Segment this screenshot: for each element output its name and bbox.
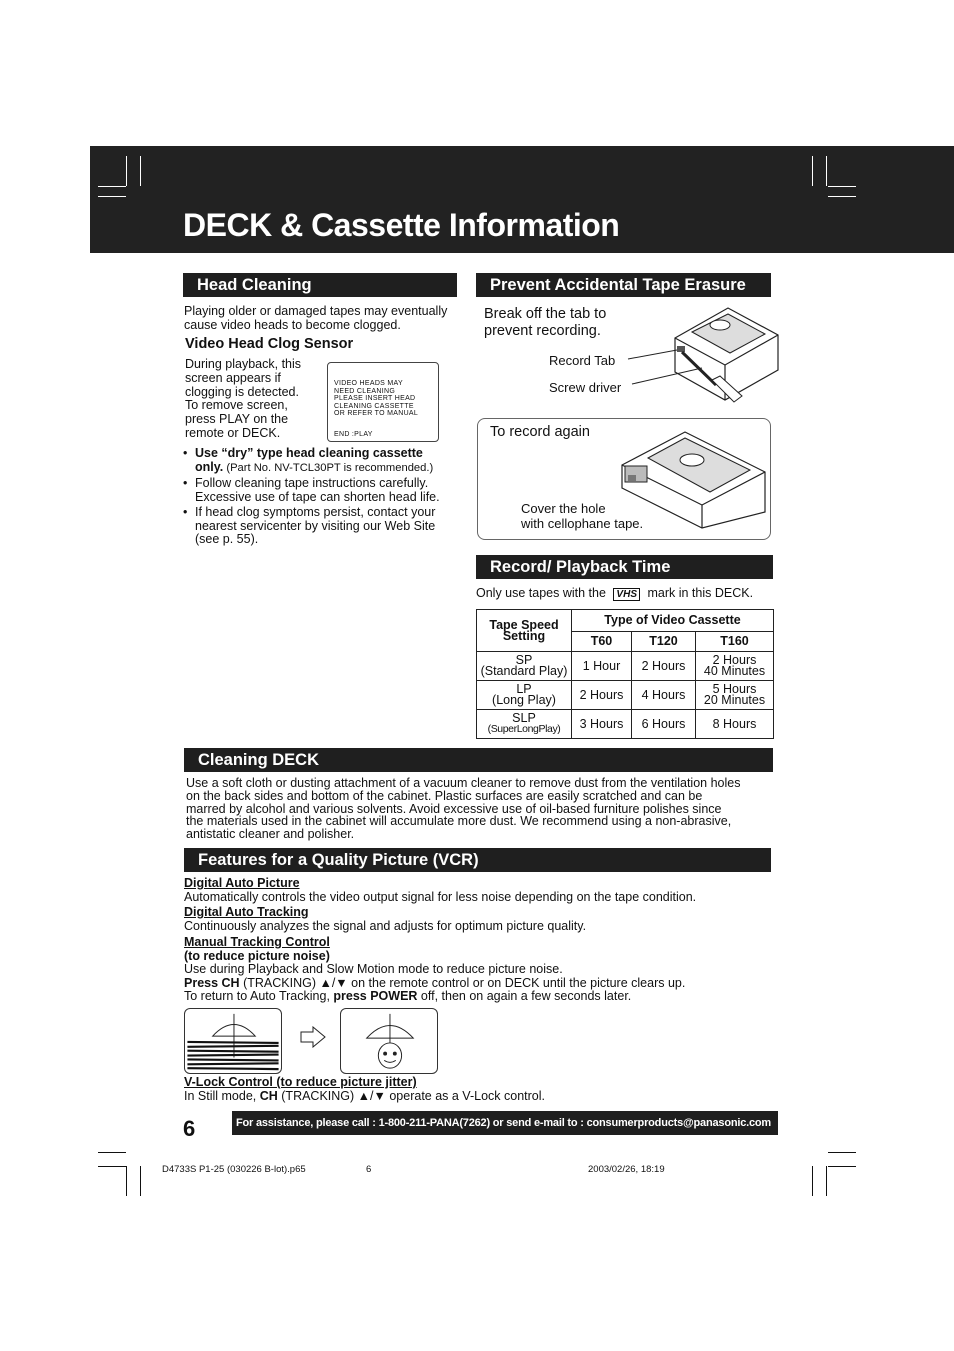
speed-header-line: Tape Speed	[489, 617, 559, 632]
speed-header	[477, 610, 572, 652]
bullet-line: Excessive use of tape can shorten head life.	[195, 489, 440, 504]
duration-cell	[632, 681, 696, 710]
duration-cell	[572, 681, 632, 710]
noisy-picture-illustration	[184, 1008, 282, 1074]
sensor-line: To remove screen,	[185, 398, 288, 413]
duration-line: 5 Hours	[712, 682, 757, 696]
bullet-line: (see p. 55).	[195, 532, 259, 546]
crop-mark	[98, 196, 126, 197]
duration-cell	[632, 652, 696, 681]
break-line: prevent recording.	[484, 322, 601, 339]
cleaning-line: Use a soft cloth or dusting attachment of a vacuum cleaner to remove dust from the ventilation holes	[186, 776, 741, 790]
clog-warning-screen	[327, 362, 439, 442]
speed-sub: (SuperLongPlay)	[487, 723, 561, 735]
assistance-bar: For assistance, please call : 1-800-211-PANA(7262) or send e-mail to : consumerproducts@panasonic.com	[232, 1111, 778, 1135]
screen-end: END :PLAY	[334, 430, 373, 438]
speed-cell	[477, 681, 572, 710]
duration-line: 40 Minutes	[703, 664, 766, 678]
intro-line: Playing older or damaged tapes may eventually	[184, 304, 448, 318]
time-row	[477, 710, 774, 739]
speed-cell	[477, 710, 572, 739]
intro-line: cause video heads to become clogged.	[184, 318, 401, 332]
cassette-header: T160	[696, 632, 774, 652]
clog-sensor-title: Video Head Clog Sensor	[185, 336, 354, 352]
cleaning-line: on the back sides and bottom of the cabinet. Plastic surfaces are easily scratched and can be	[186, 788, 703, 803]
duration-line: 2 Hours	[641, 658, 686, 673]
manual-tracking-sub: (to reduce picture noise)	[184, 948, 330, 963]
screen-line: CLEANING CASSETTE	[334, 402, 414, 410]
cleaning-deck-text	[186, 777, 740, 841]
crop-mark	[826, 156, 827, 186]
clog-sensor-text	[185, 358, 301, 441]
bullet-follow-instructions	[183, 477, 468, 504]
manual-tracking-line	[184, 990, 696, 1004]
screen-line: VIDEO HEADS MAY	[334, 380, 403, 387]
crop-mark	[828, 1152, 856, 1153]
duration-line: 4 Hours	[641, 687, 686, 702]
break-line: Break off the tab to	[484, 306, 607, 322]
vhs-note-after: mark in this DECK.	[647, 586, 754, 600]
press-ch: Press CH	[184, 975, 240, 990]
arrow-right-icon	[300, 1026, 326, 1048]
digital-auto-picture-title: Digital Auto Picture	[184, 876, 300, 890]
vhs-note	[476, 586, 753, 601]
speed-sub: (Standard Play)	[480, 664, 568, 678]
duration-line: 2 Hours	[712, 653, 757, 667]
duration-line: 2 Hours	[579, 687, 624, 702]
crop-mark	[98, 186, 126, 187]
crop-mark	[98, 1166, 126, 1167]
crop-mark	[812, 156, 813, 186]
bullet-small: (Part No. NV-TCL30PT is recommended.)	[223, 461, 434, 474]
manual-tracking-title: Manual Tracking Control	[184, 935, 330, 949]
bullet-line: • If head clog symptoms persist, contact your	[195, 505, 436, 519]
time-row	[477, 681, 774, 710]
file-timestamp: 2003/02/26, 18:19	[588, 1164, 665, 1175]
bullet-line: nearest servicenter by visiting our Web Site	[195, 518, 436, 533]
type-header: Type of Video Cassette	[572, 610, 774, 632]
vlock-text-c: (TRACKING) ▲/▼ operate as a V-Lock control.	[277, 1088, 545, 1103]
vhs-logo: VHS	[613, 588, 640, 601]
speed-label: SLP	[512, 711, 536, 725]
crop-mark	[140, 156, 141, 186]
crop-mark	[126, 156, 127, 186]
duration-cell	[632, 710, 696, 739]
head-cleaning-intro	[184, 304, 447, 332]
vlock-text-a: In Still mode,	[184, 1088, 260, 1103]
duration-line: 6 Hours	[641, 716, 686, 731]
erasure-heading: Prevent Accidental Tape Erasure	[476, 273, 771, 297]
crop-mark	[140, 1166, 141, 1196]
speed-cell	[477, 652, 572, 681]
break-tab-text	[484, 306, 606, 339]
vhs-note-before: Only use tapes with the	[476, 586, 606, 600]
press-power: press POWER	[333, 989, 418, 1003]
cleaning-line: marred by alcohol and various solvents. Avoid excessive use of oil-based furniture polishes since	[186, 801, 722, 816]
features-text	[184, 877, 696, 1004]
duration-cell	[572, 652, 632, 681]
page-number: 6	[183, 1116, 196, 1141]
vlock-title: V-Lock Control (to reduce picture jitter)	[184, 1075, 417, 1089]
sensor-line: During playback, this	[185, 357, 302, 371]
speed-label: LP	[516, 682, 532, 696]
cleaning-line: antistatic cleaner and polisher.	[186, 827, 355, 842]
digital-auto-tracking-text: Continuously analyzes the signal and adjusts for optimum picture quality.	[184, 918, 587, 933]
record-time-heading: Record/ Playback Time	[476, 555, 773, 579]
speed-label: SP	[515, 653, 533, 667]
cassette-tab-illustration	[620, 300, 780, 405]
head-cleaning-heading: Head Cleaning	[183, 273, 457, 297]
speed-sub: (Long Play)	[492, 693, 556, 707]
crop-mark	[812, 1166, 813, 1196]
screen-line: OR REFER TO MANUAL	[334, 410, 419, 417]
file-page: 6	[366, 1164, 372, 1175]
speed-header-line: Setting	[502, 628, 546, 643]
manual-tracking-line: Use during Playback and Slow Motion mode to reduce picture noise.	[184, 962, 563, 976]
sensor-line: remote or DECK.	[185, 425, 281, 440]
crop-mark	[828, 196, 856, 197]
screw-driver-label: Screw driver	[549, 380, 622, 395]
record-again-label: To record again	[490, 424, 590, 440]
duration-line: 20 Minutes	[703, 693, 766, 707]
duration-line: 3 Hours	[579, 716, 624, 731]
duration-cell	[696, 710, 774, 739]
crop-mark	[826, 1166, 827, 1196]
record-tab-label: Record Tab	[549, 353, 616, 368]
head-cleaning-bullets	[183, 447, 468, 549]
bullet-contact-service	[183, 506, 468, 547]
duration-cell	[696, 681, 774, 710]
manual-tracking-line	[184, 977, 696, 991]
cover-line: Cover the hole	[521, 501, 606, 516]
tracking-text: (TRACKING) ▲/▼ on the remote control or on DECK until the picture clears up.	[239, 975, 686, 990]
crop-mark	[126, 1166, 127, 1196]
digital-auto-tracking-title: Digital Auto Tracking	[184, 905, 309, 919]
duration-cell	[572, 710, 632, 739]
sensor-line: screen appears if	[185, 370, 281, 385]
duration-line: 1 Hour	[582, 658, 621, 673]
vlock-text	[184, 1090, 545, 1104]
clear-picture-illustration	[340, 1008, 438, 1074]
bullet-line: • Follow cleaning tape instructions carefully.	[195, 476, 429, 490]
cover-line: with cellophane tape.	[521, 516, 644, 531]
vlock-ch: CH	[259, 1088, 278, 1103]
screen-line: NEED CLEANING	[334, 387, 396, 395]
cover-hole-text	[521, 501, 643, 531]
sensor-line: clogging is detected.	[185, 384, 299, 399]
cassette-header: T120	[632, 632, 696, 652]
duration-line: 8 Hours	[712, 716, 757, 731]
cleaning-deck-heading: Cleaning DECK	[184, 748, 773, 772]
page-title: DECK & Cassette Information	[183, 207, 620, 243]
cleaning-line: the materials used in the cabinet will accumulate more dust. We recommend using a non-abrasive,	[186, 814, 732, 829]
bullet-bold: Use “dry” type head cleaning cassette	[195, 446, 423, 460]
duration-cell	[696, 652, 774, 681]
crop-mark	[98, 1152, 126, 1153]
bullet-dry-cassette	[183, 447, 468, 475]
return-text-end: off, then on again a few seconds later.	[417, 989, 632, 1003]
record-time-table	[476, 609, 774, 739]
vlock-section	[184, 1076, 545, 1103]
digital-auto-picture-text: Automatically controls the video output signal for less noise depending on the tape condition.	[184, 889, 697, 904]
crop-mark	[828, 186, 856, 187]
sensor-line: press PLAY on the	[185, 412, 289, 427]
bullet-bold: only.	[195, 459, 224, 474]
time-row	[477, 652, 774, 681]
screen-line: PLEASE INSERT HEAD	[334, 395, 416, 402]
file-name: D4733S P1-25 (030226 B-lot).p65	[162, 1164, 306, 1175]
cassette-header: T60	[572, 632, 632, 652]
time-rows	[477, 652, 774, 739]
return-text: To return to Auto Tracking,	[184, 989, 334, 1003]
crop-mark	[828, 1166, 856, 1167]
features-heading: Features for a Quality Picture (VCR)	[184, 848, 771, 872]
